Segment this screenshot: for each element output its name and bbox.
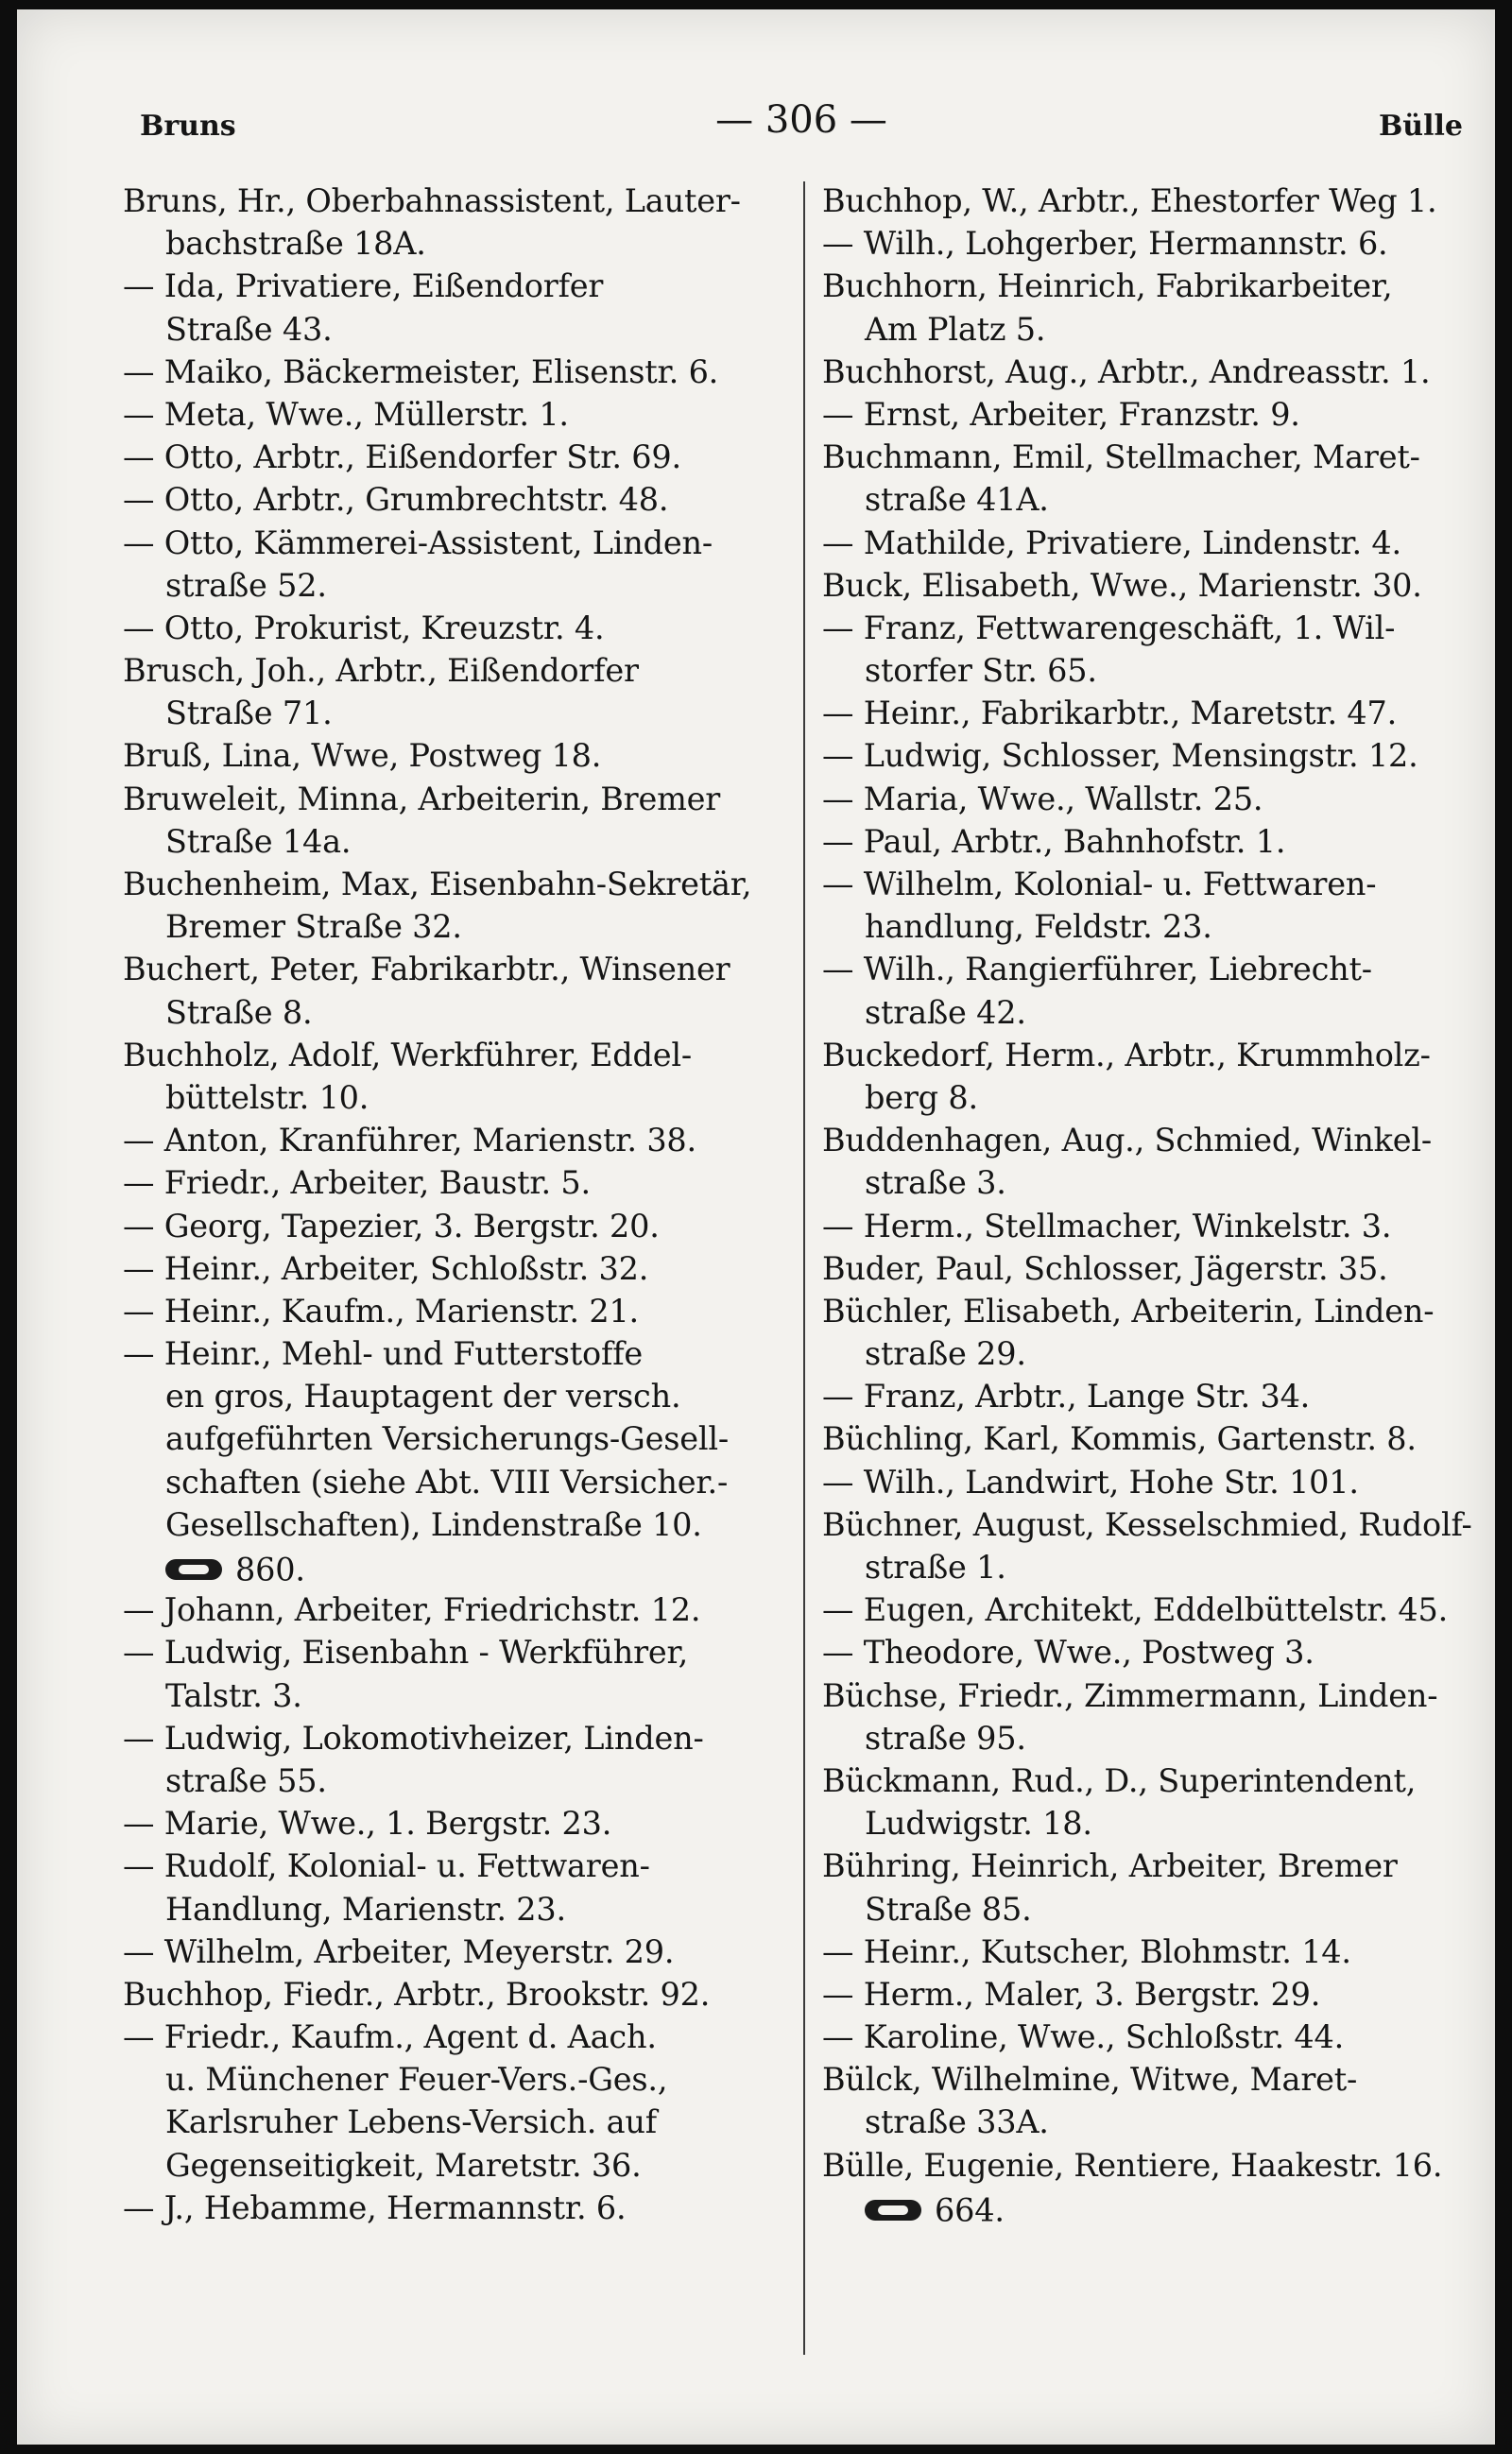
directory-entry-line: — Heinr., Kutscher, Blohmstr. 14.: [822, 1932, 1351, 1970]
telephone-number: 860.: [235, 1551, 305, 1588]
directory-entry-line: — Marie, Wwe., 1. Bergstr. 23.: [123, 1805, 612, 1843]
directory-entry-line: — Wilh., Rangierführer, Liebrecht-: [822, 951, 1372, 988]
directory-entry-line: Straße 85.: [865, 1890, 1032, 1928]
directory-entry-line: Büchling, Karl, Kommis, Gartenstr. 8.: [822, 1420, 1417, 1458]
directory-entry-line: Handlung, Marienstr. 23.: [165, 1890, 566, 1928]
directory-entry-line: — Ludwig, Eisenbahn - Werkführer,: [123, 1634, 689, 1672]
directory-entry-line: [822, 2187, 1484, 2229]
directory-entry-line: Bückmann, Rud., D., Superintendent,: [822, 1761, 1417, 1799]
running-head-right: Bülle: [1378, 110, 1463, 143]
directory-entry-line: Buddenhagen, Aug., Schmied, Winkel-: [822, 1122, 1432, 1159]
directory-entry-line: en gros, Hauptagent der versch.: [165, 1378, 681, 1416]
directory-entry-line: handlung, Feldstr. 23.: [865, 908, 1212, 946]
directory-entry-line: — Otto, Arbtr., Eißendorfer Str. 69.: [123, 438, 681, 476]
page-header: [140, 93, 1463, 159]
directory-entry-line: — Heinr., Kaufm., Marienstr. 21.: [123, 1292, 640, 1330]
directory-entry-line: Brusch, Joh., Arbtr., Eißendorfer: [123, 652, 639, 690]
directory-entry-line: berg 8.: [865, 1078, 978, 1116]
directory-entry-line: — Wilh., Landwirt, Hohe Str. 101.: [822, 1463, 1359, 1501]
directory-entry-line: — Georg, Tapezier, 3. Bergstr. 20.: [123, 1207, 660, 1244]
directory-entry-line: straße 52.: [165, 566, 327, 604]
directory-entry-line: schaften (siehe Abt. VIII Versicher.-: [165, 1463, 729, 1501]
directory-entry-line: straße 95.: [865, 1719, 1026, 1757]
directory-entry-line: — Ida, Privatiere, Eißendorfer: [123, 267, 604, 305]
directory-entry-line: — Maiko, Bäckermeister, Elisenstr. 6.: [123, 352, 719, 390]
directory-entry-line: Büchner, August, Kesselschmied, Rudolf-: [822, 1505, 1472, 1543]
directory-entry-line: bachstraße 18A.: [165, 225, 426, 263]
directory-entry-line: — Wilh., Lohgerber, Hermannstr. 6.: [822, 225, 1388, 263]
directory-entry-line: — Franz, Fettwarengeschäft, 1. Wil-: [822, 609, 1396, 646]
directory-entry-line: — Friedr., Kaufm., Agent d. Aach.: [123, 2018, 657, 2056]
directory-entry-line: Buchenheim, Max, Eisenbahn-Sekretär,: [123, 866, 752, 902]
directory-entry-line: — Friedr., Arbeiter, Baustr. 5.: [123, 1164, 591, 1202]
directory-entry-line: Bülck, Wilhelmine, Witwe, Maret-: [822, 2061, 1358, 2099]
running-head-left: Bruns: [140, 110, 236, 143]
directory-entry-line: Buchhorn, Heinrich, Fabrikarbeiter,: [822, 267, 1393, 305]
directory-entry-line: straße 29.: [865, 1335, 1026, 1373]
directory-entry-line: — Anton, Kranführer, Marienstr. 38.: [123, 1122, 696, 1159]
directory-entry-line: büttelstr. 10.: [165, 1078, 369, 1116]
directory-entry-line: Bruns, Hr., Oberbahnassistent, Lauter-: [123, 182, 741, 219]
directory-entry-line: Talstr. 3.: [165, 1676, 302, 1714]
directory-entry-line: Büchler, Elisabeth, Arbeiterin, Linden-: [822, 1292, 1435, 1330]
directory-entry-line: Buckedorf, Herm., Arbtr., Krummholz-: [822, 1036, 1431, 1073]
directory-entry-line: — Ludwig, Lokomotivheizer, Linden-: [123, 1719, 704, 1757]
directory-entry-line: Straße 14a.: [165, 822, 352, 860]
directory-entry-line: — Ernst, Arbeiter, Franzstr. 9.: [822, 395, 1300, 433]
left-column: [123, 180, 784, 2229]
directory-entry-line: Ludwigstr. 18.: [865, 1805, 1092, 1843]
directory-entry-line: Buchhorst, Aug., Arbtr., Andreasstr. 1.: [822, 352, 1431, 390]
directory-entry-line: Bülle, Eugenie, Rentiere, Haakestr. 16.: [822, 2146, 1443, 2184]
directory-entry-line: — Ludwig, Schlosser, Mensingstr. 12.: [822, 737, 1418, 775]
directory-entry-line: straße 55.: [165, 1761, 327, 1799]
directory-entry-line: straße 3.: [865, 1164, 1006, 1202]
directory-entry-line: Gegenseitigkeit, Maretstr. 36.: [165, 2146, 642, 2184]
directory-entry-line: Buder, Paul, Schlosser, Jägerstr. 35.: [822, 1249, 1388, 1287]
directory-entry-line: Bruß, Lina, Wwe, Postweg 18.: [123, 737, 602, 775]
directory-entry-line: Karlsruher Lebens-Versich. auf: [165, 2103, 658, 2141]
directory-entry-line: Buchholz, Adolf, Werkführer, Eddel-: [123, 1036, 693, 1073]
directory-entry-line: — Heinr., Fabrikarbtr., Maretstr. 47.: [822, 695, 1398, 732]
directory-entry-line: — Franz, Arbtr., Lange Str. 34.: [822, 1378, 1311, 1416]
directory-entry-line: — Meta, Wwe., Müllerstr. 1.: [123, 395, 569, 433]
directory-entry-line: — Paul, Arbtr., Bahnhofstr. 1.: [822, 822, 1286, 860]
telephone-icon: [165, 1559, 222, 1580]
directory-entry-line: Buchhop, Fiedr., Arbtr., Brookstr. 92.: [123, 1975, 711, 2013]
directory-entry-line: Buchert, Peter, Fabrikarbtr., Winsener: [123, 951, 730, 988]
directory-entry-line: — Rudolf, Kolonial- u. Fettwaren-: [123, 1847, 650, 1885]
page-number: — 306 —: [715, 98, 887, 142]
directory-entry-line: — Johann, Arbeiter, Friedrichstr. 12.: [123, 1591, 701, 1629]
directory-entry-line: [123, 1546, 784, 1588]
directory-entry-line: u. Münchener Feuer-Vers.-Ges.,: [165, 2061, 668, 2099]
directory-entry-line: — Wilhelm, Arbeiter, Meyerstr. 29.: [123, 1932, 675, 1970]
directory-entry-line: Buck, Elisabeth, Wwe., Marienstr. 30.: [822, 566, 1422, 604]
directory-entry-line: straße 33A.: [865, 2103, 1049, 2141]
directory-entry-line: — Otto, Kämmerei-Assistent, Linden-: [123, 523, 713, 561]
directory-entry-line: — Karoline, Wwe., Schloßstr. 44.: [822, 2018, 1345, 2056]
directory-entry-line: Buchmann, Emil, Stellmacher, Maret-: [822, 438, 1420, 476]
directory-entry-line: — Theodore, Wwe., Postweg 3.: [822, 1634, 1314, 1672]
directory-entry-line: storfer Str. 65.: [865, 652, 1097, 690]
directory-entry-line: Bühring, Heinrich, Arbeiter, Bremer: [822, 1847, 1398, 1885]
telephone-number: 664.: [935, 2191, 1005, 2229]
directory-entry-line: Buchhop, W., Arbtr., Ehestorfer Weg 1.: [822, 182, 1437, 219]
directory-entry-line: Straße 71.: [165, 695, 333, 732]
right-column: [822, 180, 1484, 2229]
directory-entry-line: aufgeführten Versicherungs-Gesell-: [165, 1420, 729, 1458]
directory-entry-line: Gesellschaften), Lindenstraße 10.: [165, 1505, 702, 1543]
directory-entry-line: — Heinr., Arbeiter, Schloßstr. 32.: [123, 1249, 649, 1287]
directory-entry-line: — Otto, Arbtr., Grumbrechtstr. 48.: [123, 481, 669, 519]
directory-entry-line: straße 41A.: [865, 481, 1049, 519]
directory-entry-line: — Herm., Stellmacher, Winkelstr. 3.: [822, 1207, 1392, 1244]
telephone-icon: [865, 2200, 921, 2221]
directory-entry-line: Straße 8.: [165, 993, 313, 1031]
directory-entry-line: Bremer Straße 32.: [165, 908, 462, 946]
directory-entry-line: — Eugen, Architekt, Eddelbüttelstr. 45.: [822, 1591, 1449, 1629]
directory-entry-line: — Maria, Wwe., Wallstr. 25.: [822, 780, 1263, 817]
directory-entry-line: — Otto, Prokurist, Kreuzstr. 4.: [123, 609, 605, 646]
directory-entry-line: — Mathilde, Privatiere, Lindenstr. 4.: [822, 523, 1401, 561]
directory-entry-line: Büchse, Friedr., Zimmermann, Linden-: [822, 1676, 1438, 1714]
directory-entry-line: — Herm., Maler, 3. Bergstr. 29.: [822, 1975, 1321, 2013]
directory-entry-line: — J., Hebamme, Hermannstr. 6.: [123, 2188, 627, 2226]
directory-entry-line: straße 42.: [865, 993, 1026, 1031]
directory-entry-line: Straße 43.: [165, 310, 333, 348]
directory-entry-line: — Heinr., Mehl- und Futterstoffe: [123, 1335, 644, 1373]
directory-entry-line: straße 1.: [865, 1549, 1006, 1586]
directory-entry-line: Am Platz 5.: [865, 310, 1046, 348]
directory-entry-line: — Wilhelm, Kolonial- u. Fettwaren-: [822, 866, 1377, 902]
column-divider: [803, 181, 805, 2355]
directory-entry-line: Bruweleit, Minna, Arbeiterin, Bremer: [123, 780, 721, 817]
